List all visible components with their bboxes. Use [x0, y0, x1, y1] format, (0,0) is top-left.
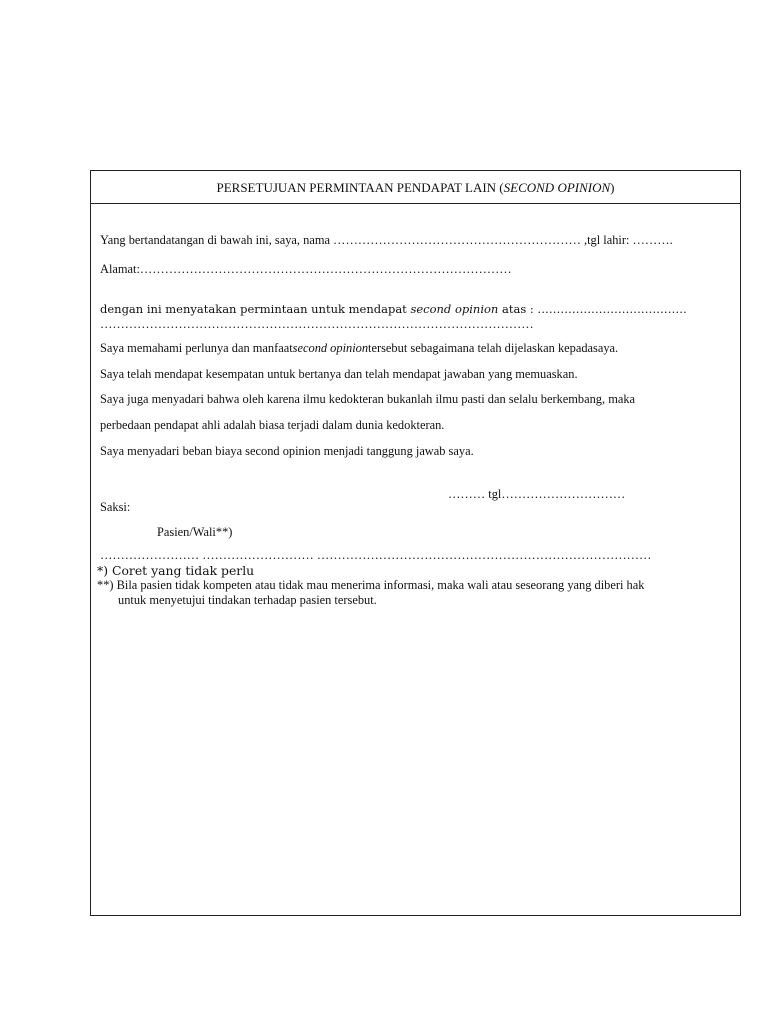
form-title	[91, 171, 740, 204]
name-line: Yang bertandatangan di bawah ini, saya, nama …………………………………………………… ,tgl lahir: ……….	[100, 233, 673, 247]
date-line: ……… tgl…………………………	[448, 487, 626, 501]
aware-line-2: perbedaan pendapat ahli adalah biasa terjadi dalam dunia kedokteran.	[100, 418, 445, 432]
request-suffix: atas : …………………………………	[498, 302, 687, 316]
cost-line: Saya menyadari beban biaya second opinion menjadi tanggung jawab saya.	[100, 444, 474, 458]
understand-prefix: Saya memahami perlunya dan manfaat	[100, 341, 293, 355]
chance-line: Saya telah mendapat kesempatan untuk bertanya dan telah mendapat jawaban yang memuaskan.	[100, 367, 578, 381]
understand-italic: second opinion	[292, 341, 369, 355]
request-italic: second opinion	[410, 302, 499, 316]
consent-form	[90, 170, 741, 916]
form-title-suffix: )	[610, 180, 615, 195]
signature-dots: …………………… ……………………… ………………………………………………………………………	[100, 548, 652, 562]
form-title-prefix: PERSETUJUAN PERMINTAAN PENDAPAT LAIN (	[216, 180, 504, 195]
form-title-italic: SECOND OPINION	[503, 180, 611, 195]
request-prefix: dengan ini menyatakan permintaan untuk mendapat	[100, 302, 411, 316]
footnote-2-line2: untuk menyetujui tindakan terhadap pasien tersebut.	[118, 593, 377, 607]
footnote-2-line1: **) Bila pasien tidak kompeten atau tidak mau menerima informasi, maka wali atau seseorang yang diberi hak	[97, 578, 645, 592]
aware-line-1: Saya juga menyadari bahwa oleh karena ilmu kedokteran bukanlah ilmu pasti dan selalu berkembang, maka	[100, 392, 636, 406]
request-line	[100, 302, 687, 317]
witness-label: Saksi:	[100, 500, 131, 514]
address-line: Alamat:………………………………………………………………………………	[100, 262, 512, 276]
patient-label: Pasien/Wali**)	[157, 525, 233, 539]
understand-line	[100, 341, 618, 356]
understand-suffix: tersebut sebagaimana telah dijelaskan kepadasaya.	[368, 341, 619, 355]
request-dots-line: ……………………………………………………………………………………………	[100, 317, 534, 331]
footnote-1: *) Coret yang tidak perlu	[97, 563, 255, 578]
